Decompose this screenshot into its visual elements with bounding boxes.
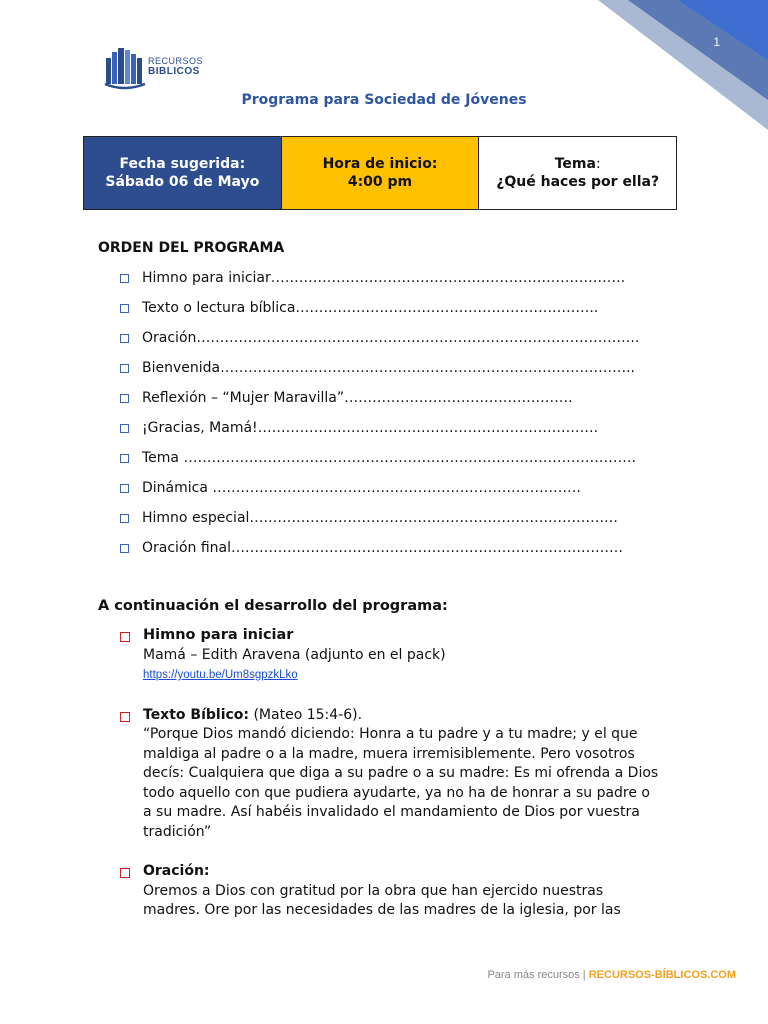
list-item — [120, 508, 618, 538]
logo-text-recursos: RECURSOS — [148, 56, 204, 66]
fecha-value: Sábado 06 de Mayo — [105, 174, 260, 190]
texto-body: “Porque Dios mandó diciendo: Honra a tu padre y a tu madre; y el que maldiga al padre o a la madre, muera irremisiblemente. Pero vosotros decís: Cualquiera que diga a su padre o a su madre: Es mi ofrenda a Dios todo aquello con que pudiera ayudarte, ya no ha de honrar a su padre o a su madre. Así habéis invalidado el mandamiento de Dios por vuestra tradición” — [143, 726, 659, 840]
oracion-body: Oremos a Dios con gratitud por la obra que han ejercido nuestras madres. Ore por las necesidades de las madres de la iglesia, por las — [143, 882, 621, 918]
checkbox-icon — [120, 334, 129, 343]
logo — [104, 46, 204, 92]
tema-colon: : — [595, 156, 601, 172]
development-list — [120, 626, 680, 921]
youtube-link[interactable]: https://youtu.be/Um8sgpzkLko — [143, 669, 298, 681]
checkbox-icon — [120, 712, 130, 722]
checkbox-icon — [120, 484, 129, 493]
list-item — [120, 358, 636, 388]
checkbox-icon — [120, 868, 130, 878]
checkbox-icon — [120, 544, 129, 553]
corner-decoration — [598, 0, 768, 130]
himno-section — [143, 626, 446, 686]
order-item-text: Himno para iniciar…………………………………………………………………. — [142, 270, 626, 286]
checkbox-icon — [120, 394, 129, 403]
footer-text: Para más recursos | — [487, 969, 589, 981]
tema-value: ¿Qué haces por ella? — [496, 174, 660, 190]
checkbox-icon — [120, 364, 129, 373]
hora-label: Hora de inicio: — [322, 156, 438, 172]
tema-label: Tema — [554, 156, 596, 172]
texto-reference: (Mateo 15:4-6). — [249, 706, 363, 723]
hora-value: 4:00 pm — [347, 174, 413, 190]
order-item-text: Dinámica ……………………………………………………………………. — [142, 480, 581, 496]
oracion-section — [143, 862, 663, 921]
list-item — [120, 328, 640, 358]
order-item-text: Himno especial……………………………………………………………………. — [142, 510, 618, 526]
himno-title: Himno para iniciar — [143, 627, 294, 643]
list-item — [120, 268, 626, 298]
fecha-cell — [84, 137, 281, 209]
order-item-text: ¡Gracias, Mamá!………………………………………………………………. — [142, 420, 599, 436]
order-heading: ORDEN DEL PROGRAMA — [98, 240, 285, 256]
tema-cell — [478, 137, 676, 209]
logo-text-biblicos: BIBLICOS — [148, 66, 200, 77]
himno-text: Mamá – Edith Aravena (adjunto en el pack) — [143, 646, 446, 663]
order-item-text: Texto o lectura bíblica……………………………………………………….. — [142, 300, 599, 316]
development-heading: A continuación el desarrollo del programa: — [98, 598, 448, 614]
books-logo-icon — [104, 46, 146, 92]
oracion-title: Oración: — [143, 863, 210, 879]
fecha-label: Fecha sugerida: — [119, 156, 246, 172]
order-item-text: Oración final………………………………………………………………………… — [142, 540, 623, 556]
checkbox-icon — [120, 454, 129, 463]
list-item — [120, 706, 680, 843]
page-number: 1 — [713, 35, 720, 49]
list-item — [120, 862, 680, 921]
document-title: Programa para Sociedad de Jóvenes — [241, 92, 527, 108]
list-item — [120, 418, 599, 448]
info-table — [83, 136, 677, 210]
list-item — [120, 478, 580, 508]
list-item — [120, 388, 580, 418]
texto-section — [143, 706, 663, 843]
checkbox-icon — [120, 514, 129, 523]
order-item-text: Bienvenida…………………………………………………………………………….. — [142, 360, 636, 376]
order-item-text: Reflexión – “Mujer Maravilla”…………………………………………. — [142, 390, 573, 406]
order-item-text: Oración………………………………………………………………………………….. — [142, 330, 640, 346]
checkbox-icon — [120, 304, 129, 313]
list-item — [120, 626, 680, 686]
list-item — [120, 448, 636, 478]
checkbox-icon — [120, 424, 129, 433]
checkbox-icon — [120, 632, 130, 642]
footer-brand-link[interactable]: RECURSOS-BÍBLICOS.COM — [588, 969, 736, 981]
texto-title: Texto Bíblico: — [143, 706, 250, 723]
order-list — [120, 268, 640, 568]
order-item-text: Tema ……………………………………………………………………………………. — [142, 450, 636, 466]
hora-cell — [281, 137, 479, 209]
checkbox-icon — [120, 274, 129, 283]
list-item — [120, 538, 623, 568]
list-item — [120, 298, 599, 328]
footer — [487, 969, 736, 981]
